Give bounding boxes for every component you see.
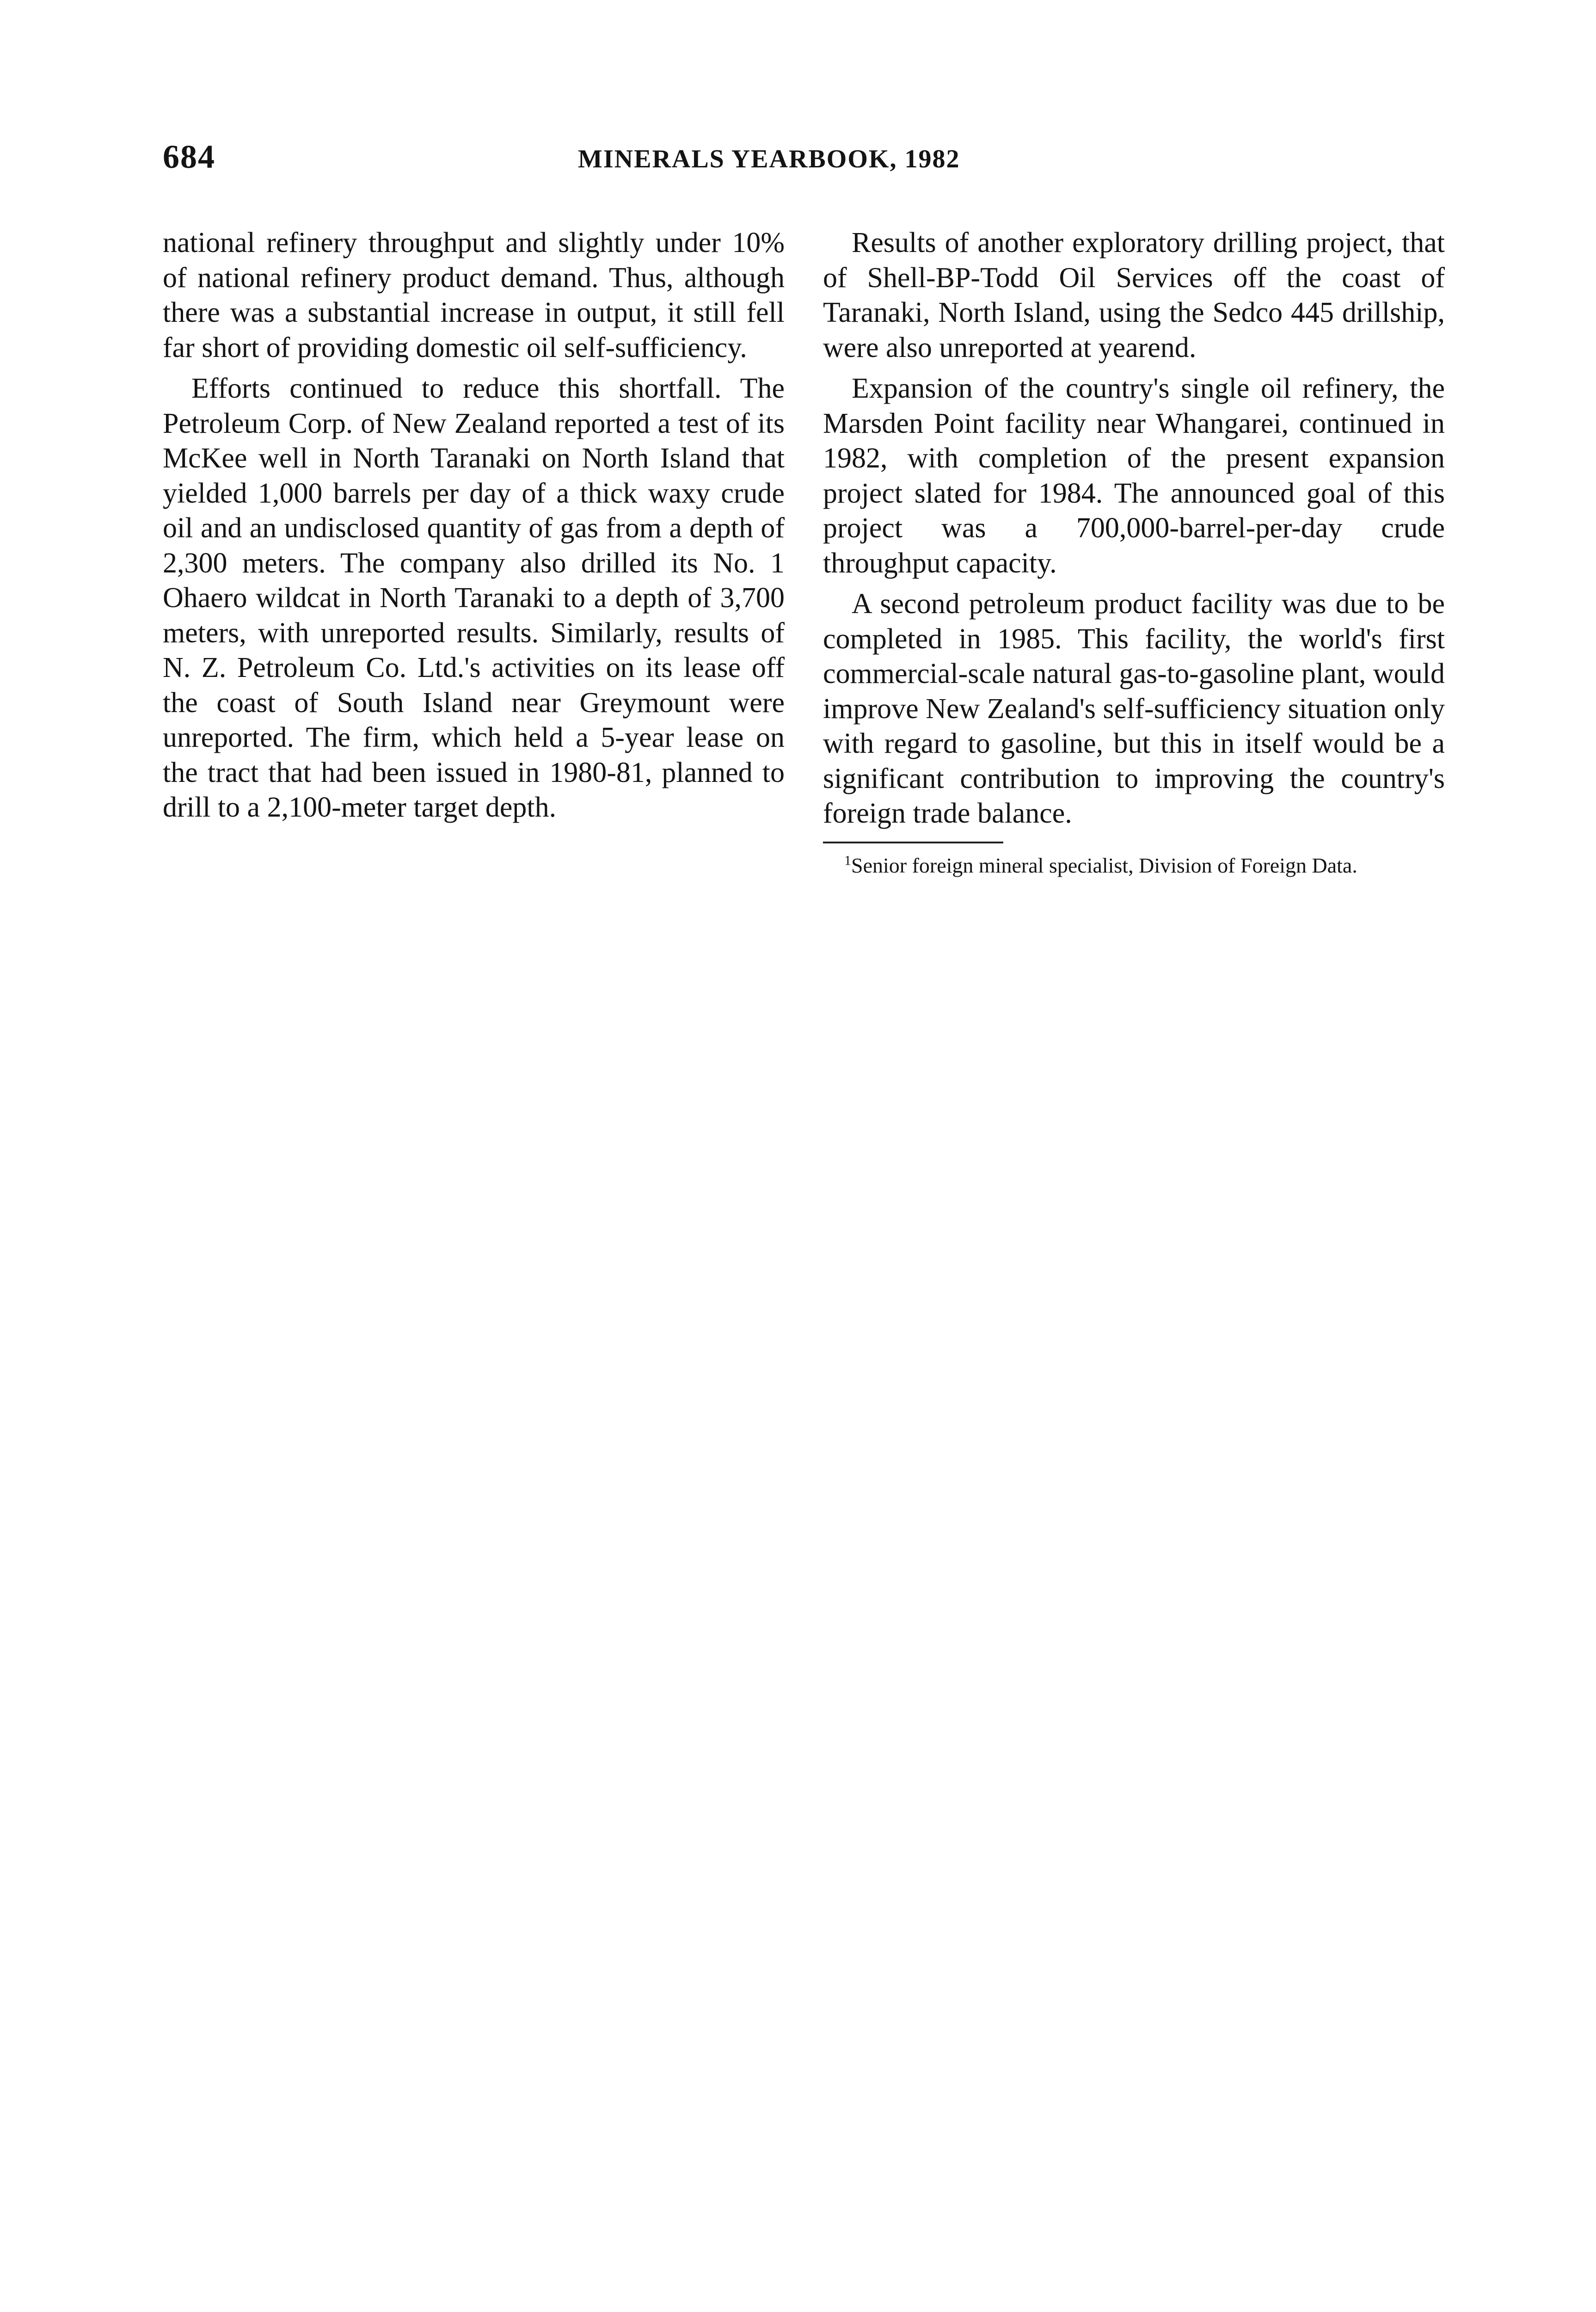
right-column [823, 226, 1445, 878]
page-number: 684 [163, 138, 215, 175]
page-header [163, 138, 1453, 179]
left-column [163, 226, 785, 825]
footnote [823, 854, 1445, 878]
paragraph-refinery-expansion: Expansion of the country's single oil refinery, the Marsden Point facility near Whangarei, continued in 1982, with completion of the present expansion project slated for 1984. The announced goal of this project was a 700,000-barrel-per-day crude throughput capacity. [823, 373, 1445, 579]
paragraph-refinery-throughput: national refinery throughput and slightly under 10% of national refinery product demand. Thus, although there was a substantial increase in output, it still fell far short of providing domestic oil self-sufficiency. [163, 227, 785, 363]
paragraph-exploratory-drilling: Results of another exploratory drilling project, that of Shell-BP-Todd Oil Services off the coast of Taranaki, North Island, using the Sedco 445 drillship, were also unreported at yearend. [823, 227, 1445, 363]
paragraph-exploration-efforts: Efforts continued to reduce this shortfall. The Petroleum Corp. of New Zealand reported a test of its McKee well in North Taranaki on North Island that yielded 1,000 barrels per day of a thick waxy crude oil and an undisclosed quantity of gas from a depth of 2,300 meters. The company also drilled its No. 1 Ohaero wildcat in North Taranaki to a depth of 3,700 meters, with unreported results. Similarly, results of N. Z. Petroleum Co. Ltd.'s activities on its lease off the coast of South Island near Greymount were unreported. The firm, which held a 5-year lease on the tract that had been issued in 1980-81, planned to drill to a 2,100-meter target depth. [163, 373, 785, 823]
footnote-text: Senior foreign mineral specialist, Division of Foreign Data. [851, 853, 1357, 877]
paragraph-gas-to-gasoline: A second petroleum product facility was due to be completed in 1985. This facility, the world's first commercial-scale natural gas-to-gasoline plant, would improve New Zealand's self-sufficiency situation only with regard to gasoline, but this in itself would be a significant contribution to improving the country's foreign trade balance. [823, 588, 1445, 829]
running-head: MINERALS YEARBOOK, 1982 [578, 145, 960, 173]
footnote-divider [823, 842, 1003, 843]
footnote-marker: 1 [844, 853, 851, 868]
